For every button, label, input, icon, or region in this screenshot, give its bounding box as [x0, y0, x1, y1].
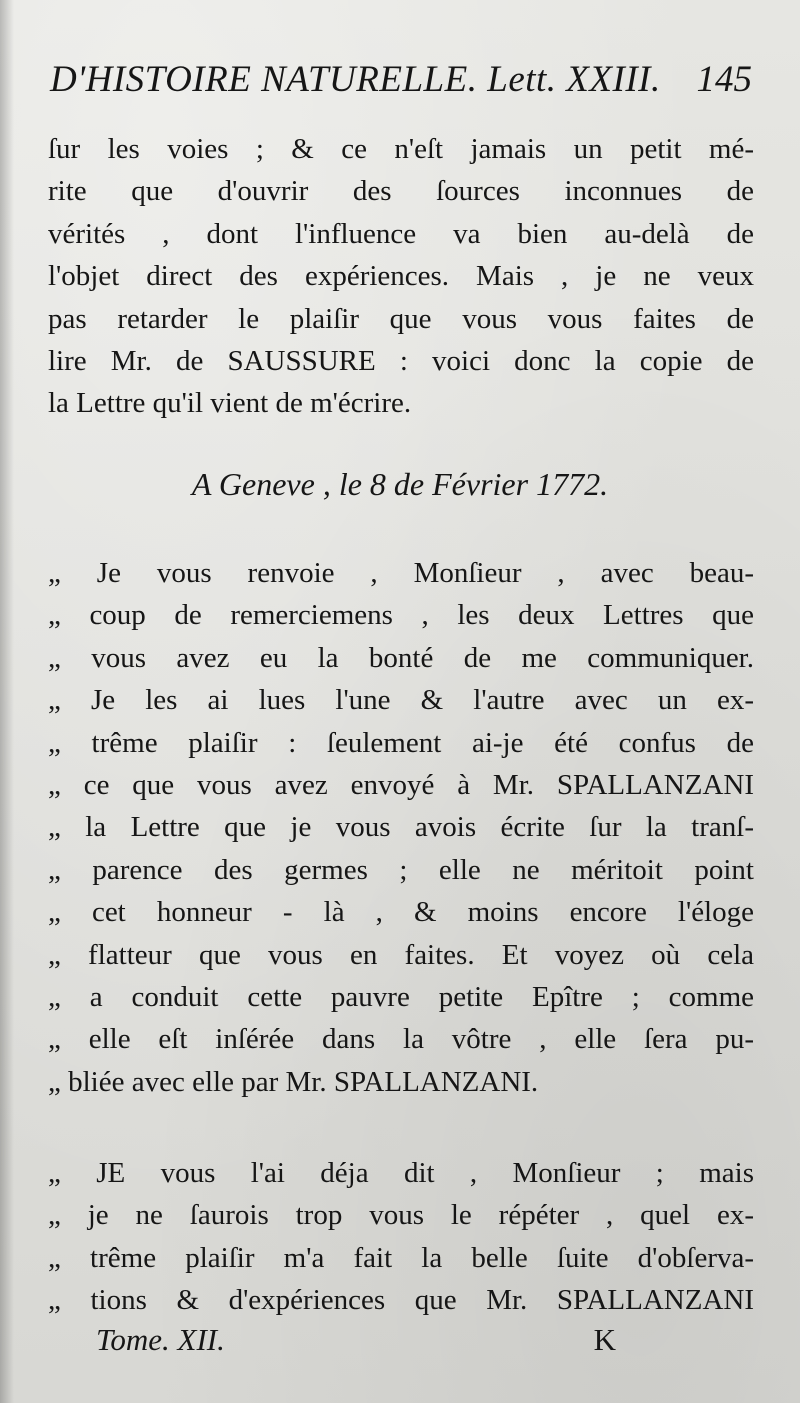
signature-mark: K [593, 1322, 616, 1357]
text-line: „ ce que vous avez envoyé à Mr. SPALLANZANI [48, 768, 754, 801]
text-line: „ Je les ai lues l'une & l'autre avec un ex- [48, 684, 754, 717]
text-line: „ la Lettre que je vous avois écrite ſur la tranſ- [48, 811, 754, 844]
text-line: vérités , dont l'influence va bien au-delà de [48, 217, 754, 250]
text-line: „ JE vous l'ai déja dit , Monſieur ; mais [48, 1157, 754, 1189]
text-line: „ a conduit cette pauvre petite Epître ; comme [48, 980, 754, 1013]
text-line: „ elle eſt inſérée dans la vôtre , elle ſera pu- [48, 1023, 754, 1056]
text-line: „ coup de remerciemens , les deux Lettres que [48, 599, 754, 632]
text-line: „ flatteur que vous en faites. Et voyez où cela [48, 938, 754, 971]
text-line: „ bliée avec elle par Mr. SPALLANZANI. [48, 1065, 539, 1098]
text-line: „ tions & d'expériences que Mr. SPALLANZANI [48, 1284, 754, 1317]
text-line: „ vous avez eu la bonté de me communiquer. [48, 641, 754, 674]
text-line: „ trême plaiſir : ſeulement ai-je été confus de [48, 726, 754, 759]
page-gutter-shadow [0, 0, 14, 1403]
paragraph-2 [48, 552, 754, 1103]
text-line: lire Mr. de SAUSSURE : voici donc la copie de [48, 344, 754, 377]
text-line: „ Je vous renvoie , Monſieur , avec beau- [48, 557, 754, 589]
page-number: 145 [696, 59, 752, 100]
text-line: la Lettre qu'il vient de m'écrire. [48, 387, 412, 420]
text-line: rite que d'ouvrir des ſources inconnues de [48, 175, 754, 208]
text-line: pas retarder le plaiſir que vous vous faites de [48, 302, 754, 335]
running-title: D'HISTOIRE NATURELLE. Lett. XXIII. [50, 59, 661, 100]
page-footer [96, 1322, 616, 1362]
text-line: ſur les voies ; & ce n'eſt jamais un petit mé- [48, 133, 754, 165]
letter-dateline: A Geneve , le 8 de Février 1772. [191, 466, 609, 502]
paragraph-1 [48, 128, 754, 425]
text-line: „ je ne ſaurois trop vous le répéter , quel ex- [48, 1199, 754, 1232]
volume-label: Tome. XII. [96, 1322, 225, 1357]
paragraph-3 [48, 1152, 754, 1322]
text-line: l'objet direct des expériences. Mais , je ne veux [48, 260, 754, 293]
text-line: „ parence des germes ; elle ne méritoit point [48, 853, 754, 886]
text-line: „ trême plaiſir m'a fait la belle ſuite d'obſerva- [48, 1241, 754, 1274]
text-line: „ cet honneur - là , & moins encore l'éloge [48, 896, 754, 929]
running-header [50, 58, 752, 102]
